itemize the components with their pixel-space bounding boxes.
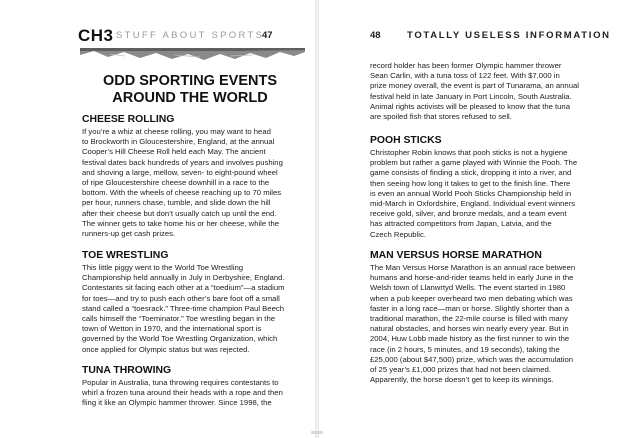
paragraph-man-versus-horse	[370, 263, 575, 385]
paragraph-tuna-continued	[370, 61, 579, 122]
text-line: governed by the World Toe Wrestling Organization, which	[82, 334, 278, 344]
text-line: Popular in Australia, tuna throwing requires contestants to	[82, 378, 279, 387]
text-line: 2004, Huw Lobb made history as the first runner to win the	[370, 334, 570, 344]
paragraph-pooh-sticks	[370, 148, 577, 240]
right-page-number: 48	[370, 30, 381, 41]
text-line: to Brockworth in Gloucestershire, England, at the annual	[82, 137, 275, 147]
title-line: ODD SPORTING EVENTS	[102, 73, 278, 89]
heading-pooh-sticks: POOH STICKS	[370, 135, 442, 146]
text-line: humans and horse-and-rider teams held in early June in the	[370, 273, 574, 283]
text-line: problem but rather a game played with Winnie the Pooh. The	[370, 158, 578, 168]
text-line: Sean Carlin, with a tuna toss of 122 feet. With $7,000 in	[370, 71, 560, 81]
chapter-title: STUFF ABOUT SPORTS	[116, 30, 265, 41]
heading-tuna-throwing: TUNA THROWING	[82, 365, 172, 376]
text-line: whirl a frozen tuna around their heads with a rope and then	[82, 388, 283, 398]
text-line: receive gold, silver, and bronze medals, and a team event	[370, 209, 567, 219]
text-line: Apparently, the horse doesn’t get to keep its winnings.	[370, 375, 554, 385]
text-line: and shoving a large, mellow, seven- to eight-pound wheel	[82, 167, 278, 177]
text-line: Contestants sit facing each other at a “toedium”—a stadium	[82, 283, 285, 293]
heading-toe-wrestling: TOE WRESTLING	[82, 250, 169, 261]
text-line: for toes—and try to push each other’s bare foot off a small	[82, 293, 280, 303]
text-line: town of Wetton in 1970, and the international sport is	[82, 324, 262, 334]
section-title	[80, 73, 300, 107]
page-edge-marker	[311, 431, 323, 434]
text-line: faster in a long race—man or horse. Slightly shorter than a	[370, 303, 570, 313]
text-line: Welsh town of Llanwrtyd Wells. The event started in 1980	[370, 283, 566, 293]
text-line: Animal rights activists will be pleased to know that the tuna	[370, 101, 570, 111]
paragraph-toe-wrestling	[82, 263, 285, 355]
text-line: The Man Versus Horse Marathon is an annual race between	[370, 263, 576, 272]
text-line: The winner gets to take home his or her cheese, while the	[82, 218, 279, 228]
text-line: has attracted competitors from Japan, Latvia, and the	[370, 219, 552, 229]
text-line: fling it like an Olympic hammer thrower. Since 1998, the	[82, 398, 272, 408]
text-line: after their cheese but don’t usually catch up until the end.	[82, 208, 277, 218]
text-line: festival dates back hundreds of years and involves pushing	[82, 157, 283, 167]
text-line: race (in 2 hours, 5 minutes, and 19 seconds), taking the	[370, 344, 560, 354]
text-line: stand called a “toesrack.” Three-time champion Paul Beech	[82, 303, 284, 313]
title-line: AROUND THE WORLD	[112, 90, 268, 106]
text-line: record holder has been former Olympic hammer thrower	[370, 61, 562, 70]
text-line: mid-March in Oxfordshire, England. Individual event winners	[370, 199, 576, 209]
text-line: once applied for Olympic status but was rejected.	[82, 344, 250, 354]
text-line: bottom. With the wheels of cheese reaching up to 70 miles	[82, 188, 282, 198]
text-line: then seeing how long it takes to get to the finish line. There	[370, 178, 571, 188]
text-line: traditional marathon, the 22-mile course is filled with many	[370, 314, 568, 324]
heading-man-versus-horse: MAN VERSUS HORSE MARATHON	[370, 250, 542, 261]
text-line: Championship held annually in July in Derbyshire, England.	[82, 273, 285, 283]
text-line: Cooper’s Hill Cheese Roll held each May. The ancient	[82, 147, 266, 157]
text-line: is even an annual World Pooh Sticks Championship held in	[370, 188, 572, 198]
text-line: festival held in late January in Port Lincoln, South Australia.	[370, 91, 572, 101]
text-line: If you’re a whiz at cheese rolling, you may want to head	[82, 127, 271, 136]
text-line: are spoiled fish that stores refused to sell.	[370, 112, 512, 122]
paragraph-tuna-throwing	[82, 378, 283, 409]
brush-stroke-decoration	[80, 46, 305, 68]
text-line: calls himself the “Toeminator.” Toe wrestling began in the	[82, 314, 275, 324]
text-line: of 25 year’s £1,000 prizes that had not been claimed.	[370, 365, 551, 375]
running-title: TOTALLY USELESS INFORMATION	[407, 30, 611, 41]
book-gutter	[315, 0, 319, 438]
text-line: runners-up get cash prizes.	[82, 229, 176, 239]
text-line: Czech Republic.	[370, 229, 426, 239]
chapter-number: CH3	[78, 26, 114, 45]
text-line: prize money overall, the event is part of Tunarama, an annual	[370, 81, 579, 91]
text-line: £25,000 (about $47,500) prize, which was the accumulation	[370, 354, 573, 364]
text-line: natural obstacles, and horses win nearly every year. But in	[370, 324, 569, 334]
text-line: when a pub keeper overheard two men debating which was	[370, 293, 573, 303]
text-line: game consists of finding a stick, dropping it into a river, and	[370, 168, 572, 178]
paragraph-cheese-rolling	[82, 127, 283, 239]
text-line: of ripe Gloucestershire cheese downhill in a race to the	[82, 178, 270, 188]
text-line: Christopher Robin knows that pooh sticks is not a hygiene	[370, 148, 568, 157]
heading-cheese-rolling: CHEESE ROLLING	[82, 114, 175, 125]
left-page-number: 47	[262, 30, 273, 41]
text-line: This little piggy went to the World Toe Wrestling	[82, 263, 244, 272]
text-line: per hour, runners chase, tumble, and slide down the hill	[82, 198, 271, 208]
